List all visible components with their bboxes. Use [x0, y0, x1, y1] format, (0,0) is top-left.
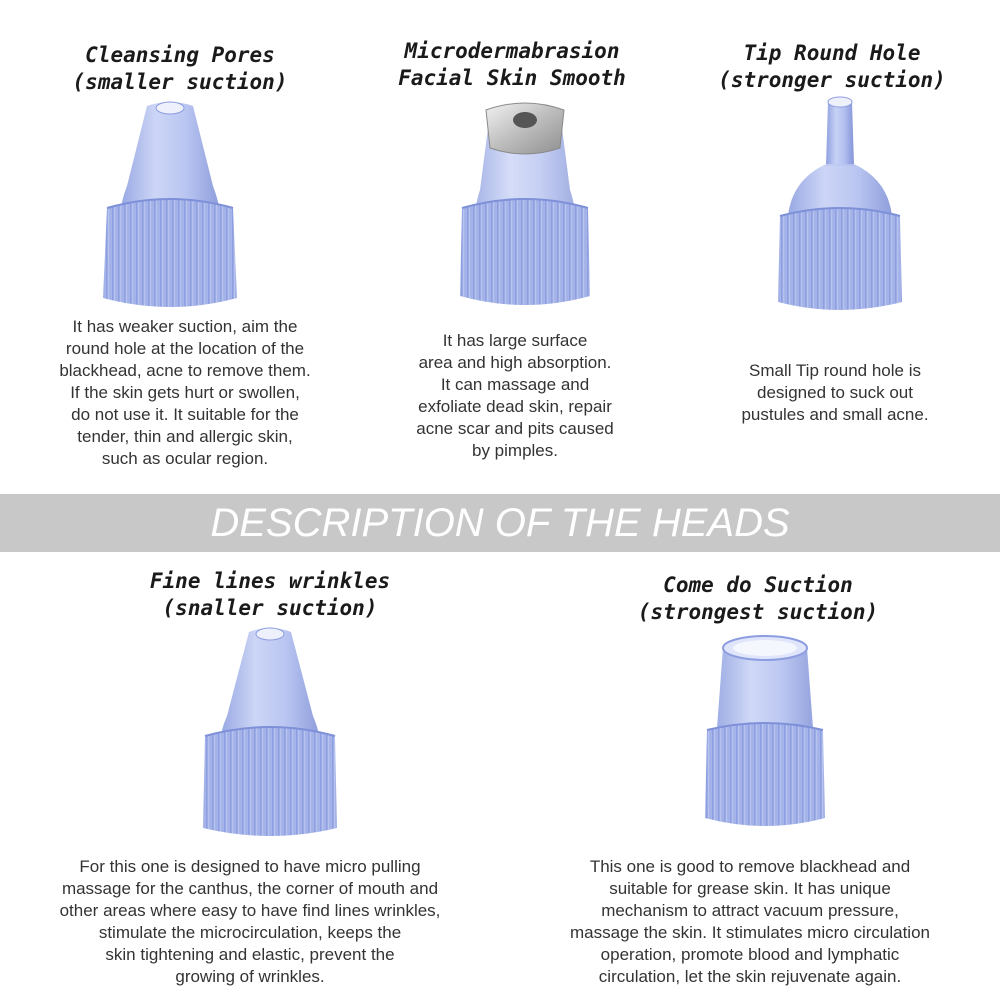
head-4-title-line-1: Fine lines wrinkles	[149, 569, 391, 593]
head-1-title-line-1: Cleansing Pores	[85, 43, 275, 67]
cleansing-pores-head-icon	[95, 98, 245, 313]
head-5-desc-line-4: massage the skin. It stimulates micro circulation	[570, 923, 930, 942]
head-1-desc-line-1: It has weaker suction, aim the	[72, 317, 298, 336]
head-5-title-line-1: Come do Suction	[663, 573, 853, 597]
head-5-description	[520, 856, 980, 988]
head-2-desc-line-4: exfoliate dead skin, repair	[418, 397, 612, 416]
comedo-suction-head-icon	[695, 632, 835, 832]
head-5-title	[608, 572, 908, 626]
head-3-desc-line-3: pustules and small acne.	[741, 405, 929, 424]
head-5-desc-line-3: mechanism to attract vacuum pressure,	[601, 901, 899, 920]
head-5-desc-line-5: operation, promote blood and lymphatic	[600, 945, 900, 964]
banner-title: DESCRIPTION OF THE HEADS	[210, 501, 790, 545]
fine-lines-head-icon	[195, 624, 345, 842]
head-1-title	[30, 42, 330, 96]
head-2-desc-line-1: It has large surface	[442, 331, 588, 350]
head-3-desc-line-1: Small Tip round hole is	[749, 361, 921, 380]
head-3-desc-line-2: designed to suck out	[757, 383, 913, 402]
head-3-description	[700, 360, 970, 426]
head-1-description	[20, 316, 350, 470]
head-1-desc-line-2: round hole at the location of the	[65, 339, 305, 358]
head-2-title	[362, 38, 662, 92]
head-1-desc-line-4: If the skin gets hurt or swollen,	[70, 383, 300, 402]
tip-round-hole-head-icon	[770, 96, 910, 318]
head-4-desc-line-4: stimulate the microcirculation, keeps the	[98, 923, 402, 942]
head-4-title-line-2: (snaller suction)	[162, 596, 378, 620]
head-4-description	[20, 856, 480, 988]
head-5-desc-line-6: circulation, let the skin rejuvenate again.	[598, 967, 902, 986]
head-4-title	[120, 568, 420, 622]
head-4-desc-line-2: massage for the canthus, the corner of mouth and	[61, 879, 439, 898]
head-2-desc-line-2: area and high absorption.	[418, 353, 612, 372]
head-4-desc-line-1: For this one is designed to have micro pulling	[79, 857, 421, 876]
head-4-desc-line-5: skin tightening and elastic, prevent the	[105, 945, 395, 964]
head-1-desc-line-7: such as ocular region.	[101, 449, 269, 468]
head-1-desc-line-5: do not use it. It suitable for the	[71, 405, 299, 424]
microdermabrasion-head-icon	[450, 98, 600, 310]
head-1-desc-line-6: tender, thin and allergic skin,	[77, 427, 293, 446]
head-3-title	[682, 40, 982, 94]
head-2-title-line-2: Facial Skin Smooth	[398, 66, 626, 90]
head-2-desc-line-5: acne scar and pits caused	[416, 419, 614, 438]
head-4-desc-line-6: growing of wrinkles.	[175, 967, 325, 986]
head-2-desc-line-3: It can massage and	[440, 375, 590, 394]
head-3-title-line-2: (stronger suction)	[718, 68, 946, 92]
head-2-description	[365, 330, 665, 462]
head-5-desc-line-1: This one is good to remove blackhead and	[589, 857, 911, 876]
head-3-title-line-1: Tip Round Hole	[743, 41, 921, 65]
head-4-desc-line-3: other areas where easy to have find lines wrinkles,	[59, 901, 441, 920]
head-2-title-line-1: Microdermabrasion	[404, 39, 620, 63]
head-1-desc-line-3: blackhead, acne to remove them.	[59, 361, 311, 380]
head-5-desc-line-2: suitable for grease skin. It has unique	[609, 879, 891, 898]
head-1-title-line-2: (smaller suction)	[72, 70, 288, 94]
head-5-title-line-2: (strongest suction)	[637, 600, 879, 624]
head-2-desc-line-6: by pimples.	[472, 441, 558, 460]
